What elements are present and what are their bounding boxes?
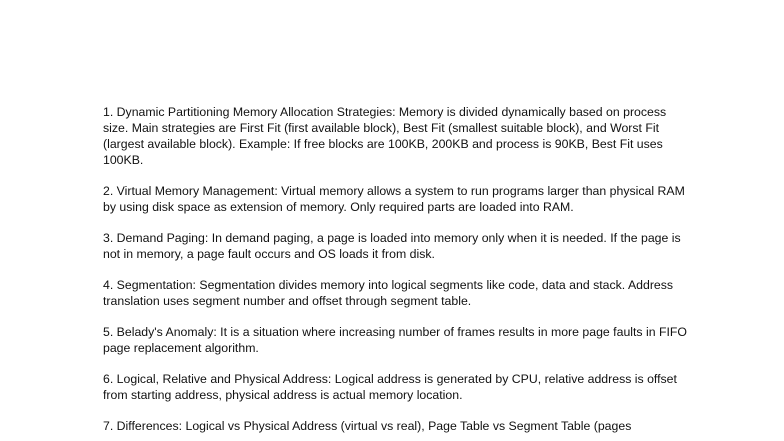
- paragraph-beladys-anomaly: 5. Belady's Anomaly: It is a situation where increasing number of frames results in more page faults in FIFO page replacement algorithm.: [103, 325, 687, 355]
- paragraph-demand-paging: 3. Demand Paging: In demand paging, a page is loaded into memory only when it is needed. If the page is not in memory, a page fault occurs and OS loads it from disk.: [103, 231, 681, 261]
- paragraph-virtual-memory: 2. Virtual Memory Management: Virtual memory allows a system to run programs larger than physical RAM by using disk space as extension of memory. Only required parts are loaded into RAM.: [103, 184, 685, 214]
- paragraph-segmentation: 4. Segmentation: Segmentation divides memory into logical segments like code, data and stack. Address translation uses segment number and offset through segment table.: [103, 278, 674, 308]
- paragraph-differences: 7. Differences: Logical vs Physical Address (virtual vs real), Page Table vs Segment Table (pages: [103, 419, 632, 433]
- document-body: [103, 104, 693, 441]
- paragraph-address-types: 6. Logical, Relative and Physical Address: Logical address is generated by CPU, relative address is offset from starting address, physical address is actual memory location.: [103, 372, 677, 402]
- paragraph-dynamic-partitioning: 1. Dynamic Partitioning Memory Allocation Strategies: Memory is divided dynamically based on process size. Main strategies are First Fit (first available block), Best Fit (smallest suitable block), and Worst Fit (largest available block). Example: If free blocks are 100KB, 200KB and process is 90KB, Best Fit uses 100KB.: [103, 105, 667, 167]
